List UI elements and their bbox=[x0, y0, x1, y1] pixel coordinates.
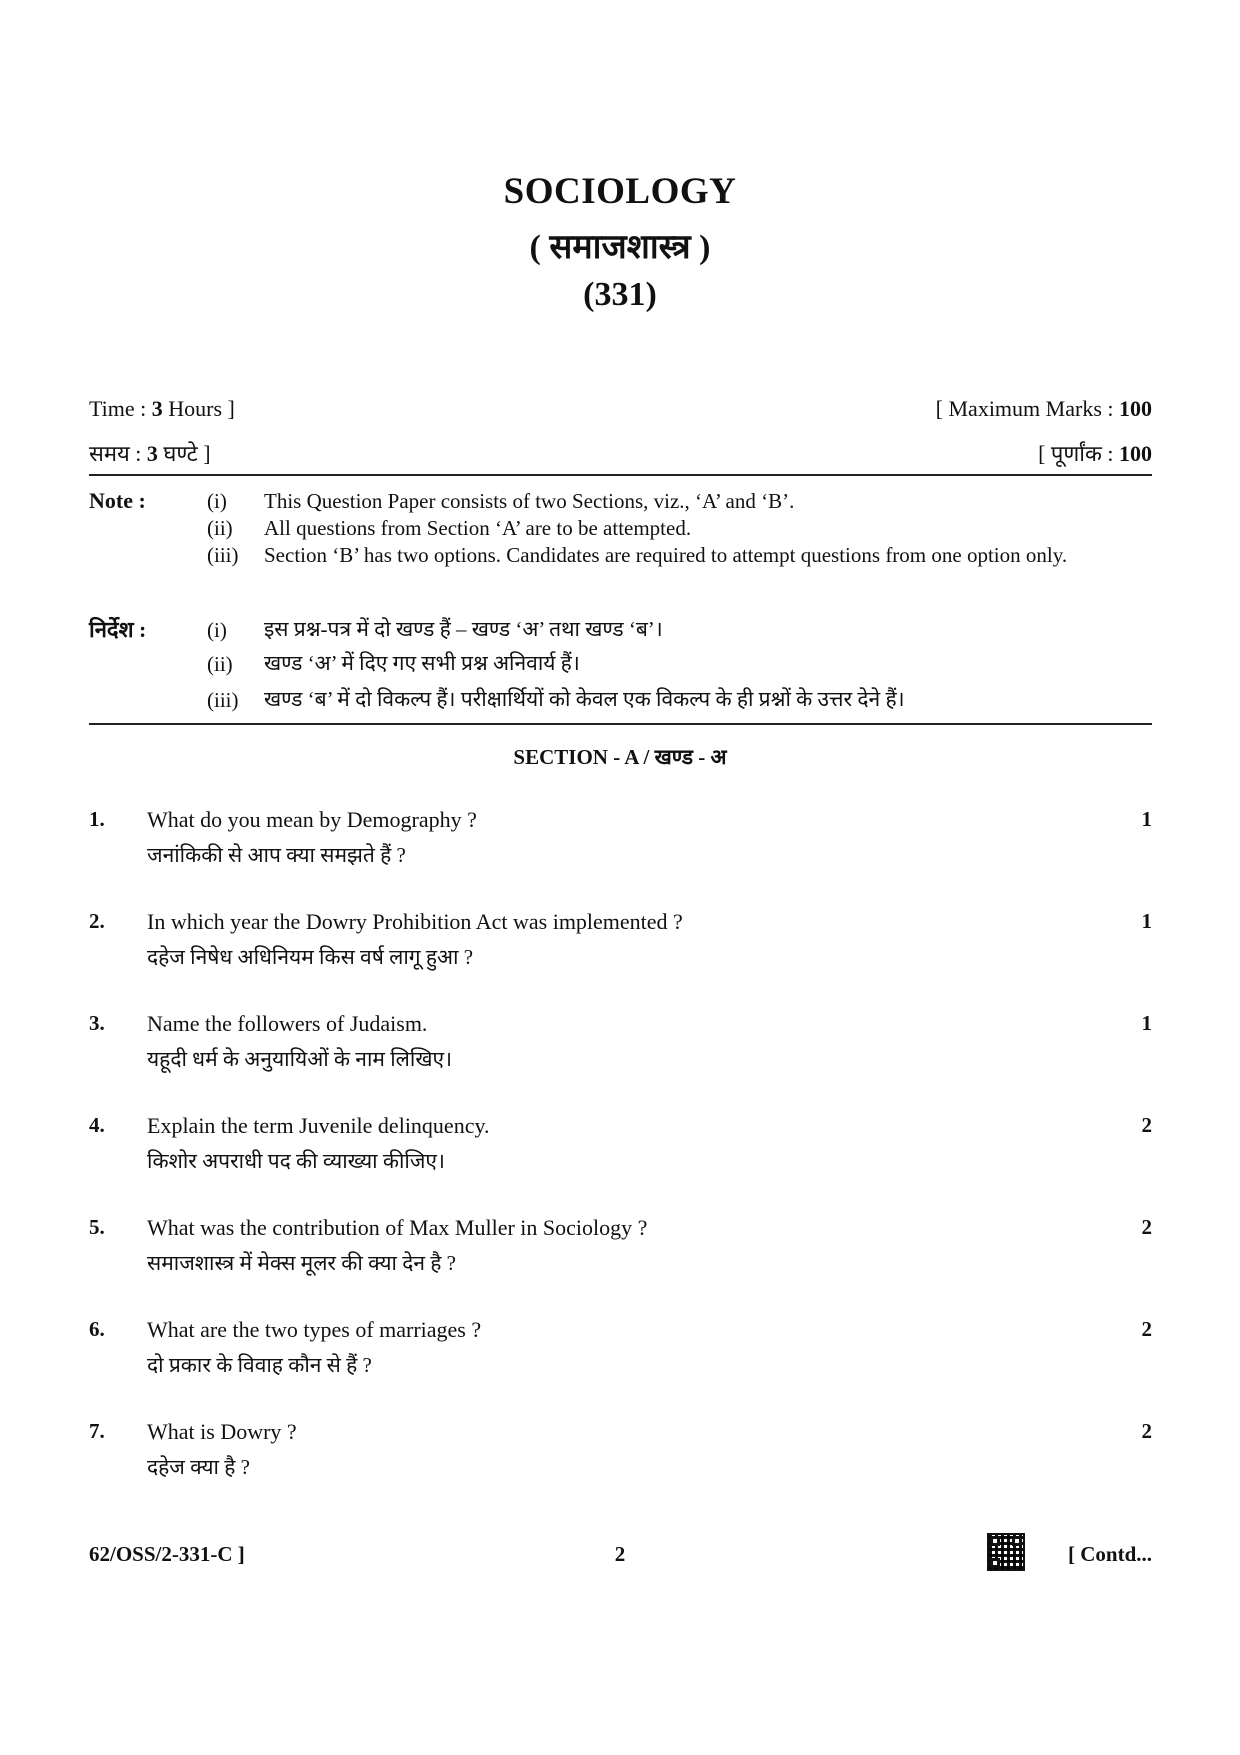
question-item bbox=[89, 909, 1152, 989]
question-number: 4. bbox=[89, 1113, 105, 1137]
question-item bbox=[89, 807, 1152, 887]
section-a-heading: SECTION - A / खण्ड - अ bbox=[513, 745, 727, 769]
divider-top bbox=[89, 474, 1152, 476]
question-text-hindi: जनांकिकी से आप क्या समझते हैं ? bbox=[147, 843, 406, 867]
question-text-hindi: दो प्रकार के विवाह कौन से हैं ? bbox=[147, 1353, 372, 1377]
question-marks: 2 bbox=[1141, 1113, 1152, 1137]
note-label: Note : bbox=[89, 488, 146, 513]
note-item-num-hindi: (iii) bbox=[207, 688, 239, 712]
time-unit: Hours ] bbox=[162, 396, 235, 421]
question-number: 5. bbox=[89, 1215, 105, 1239]
divider-notes bbox=[89, 723, 1152, 725]
question-text-english: In which year the Dowry Prohibition Act was implemented ? bbox=[147, 909, 683, 934]
qr-code-icon bbox=[987, 1533, 1025, 1571]
question-text-english: What do you mean by Demography ? bbox=[147, 807, 477, 832]
question-text-english: Name the followers of Judaism. bbox=[147, 1011, 428, 1036]
time-value-hindi: 3 bbox=[146, 441, 158, 466]
question-text-hindi: किशोर अपराधी पद की व्याख्या कीजिए। bbox=[147, 1149, 445, 1173]
max-marks-value: 100 bbox=[1119, 396, 1152, 421]
time-label-hindi: समय : bbox=[89, 441, 147, 466]
question-text-english: Explain the term Juvenile delinquency. bbox=[147, 1113, 490, 1138]
question-number: 1. bbox=[89, 807, 105, 831]
question-item bbox=[89, 1011, 1152, 1091]
note-item-text-hindi: खण्ड ‘ब’ में दो विकल्प हैं। परीक्षार्थियों को केवल एक विकल्प के ही प्रश्नों के उत्तर देने हैं। bbox=[264, 687, 905, 711]
question-marks: 1 bbox=[1141, 909, 1152, 933]
question-marks: 2 bbox=[1141, 1317, 1152, 1341]
subject-title-hindi: ( समाजशास्त्र ) bbox=[529, 229, 711, 266]
question-text-english: What are the two types of marriages ? bbox=[147, 1317, 482, 1342]
continued-marker: [ Contd... bbox=[1067, 1542, 1152, 1566]
note-item-text: Section ‘B’ has two options. Candidates are required to attempt questions from one option only. bbox=[264, 543, 1068, 567]
note-item-text-hindi: इस प्रश्न-पत्र में दो खण्ड हैं – खण्ड ‘अ’ तथा खण्ड ‘ब’। bbox=[264, 617, 663, 641]
question-number: 3. bbox=[89, 1011, 105, 1035]
note-label-hindi: निर्देश : bbox=[89, 617, 147, 642]
time-value: 3 bbox=[151, 396, 163, 421]
subject-code: (331) bbox=[583, 276, 657, 313]
max-marks-label: [ Maximum Marks : bbox=[935, 396, 1119, 421]
question-item bbox=[89, 1317, 1152, 1397]
question-text-hindi: यहूदी धर्म के अनुयायिओं के नाम लिखिए। bbox=[147, 1047, 453, 1071]
time-unit-hindi: घण्टे ] bbox=[157, 441, 211, 466]
question-item bbox=[89, 1113, 1152, 1193]
note-item-num-hindi: (i) bbox=[207, 618, 227, 642]
max-marks-line bbox=[936, 396, 1152, 422]
note-item-text: This Question Paper consists of two Sections, viz., ‘A’ and ‘B’. bbox=[264, 489, 795, 513]
question-text-english: What is Dowry ? bbox=[147, 1419, 297, 1444]
question-marks: 2 bbox=[1141, 1215, 1152, 1239]
question-marks: 2 bbox=[1141, 1419, 1152, 1443]
note-item-num: (iii) bbox=[207, 543, 239, 567]
question-marks: 1 bbox=[1141, 807, 1152, 831]
question-text-hindi: दहेज क्या है ? bbox=[147, 1455, 250, 1479]
max-marks-label-hindi: [ पूर्णांक : bbox=[1038, 441, 1119, 466]
paper-code: 62/OSS/2-331-C ] bbox=[89, 1542, 245, 1566]
max-marks-line-hindi bbox=[1038, 438, 1152, 468]
question-number: 2. bbox=[89, 909, 105, 933]
question-number: 6. bbox=[89, 1317, 105, 1341]
page-number: 2 bbox=[614, 1542, 626, 1566]
question-text-hindi: दहेज निषेध अधिनियम किस वर्ष लागू हुआ ? bbox=[147, 945, 474, 969]
max-marks-value-hindi: 100 bbox=[1119, 441, 1152, 466]
note-item-num: (i) bbox=[207, 489, 227, 513]
subject-title: SOCIOLOGY bbox=[503, 171, 737, 212]
time-label: Time : bbox=[89, 396, 152, 421]
note-item-num: (ii) bbox=[207, 516, 233, 540]
question-item bbox=[89, 1215, 1152, 1295]
note-item-num-hindi: (ii) bbox=[207, 652, 233, 676]
time-line-hindi bbox=[89, 438, 211, 468]
question-text-english: What was the contribution of Max Muller in Sociology ? bbox=[147, 1215, 648, 1240]
question-item bbox=[89, 1419, 1152, 1499]
note-item-text-hindi: खण्ड ‘अ’ में दिए गए सभी प्रश्न अनिवार्य हैं। bbox=[264, 651, 580, 675]
note-item-text: All questions from Section ‘A’ are to be attempted. bbox=[264, 516, 692, 540]
question-text-hindi: समाजशास्त्र में मेक्स मूलर की क्या देन है ? bbox=[147, 1251, 456, 1275]
question-number: 7. bbox=[89, 1419, 105, 1443]
question-marks: 1 bbox=[1141, 1011, 1152, 1035]
time-line bbox=[89, 396, 235, 422]
